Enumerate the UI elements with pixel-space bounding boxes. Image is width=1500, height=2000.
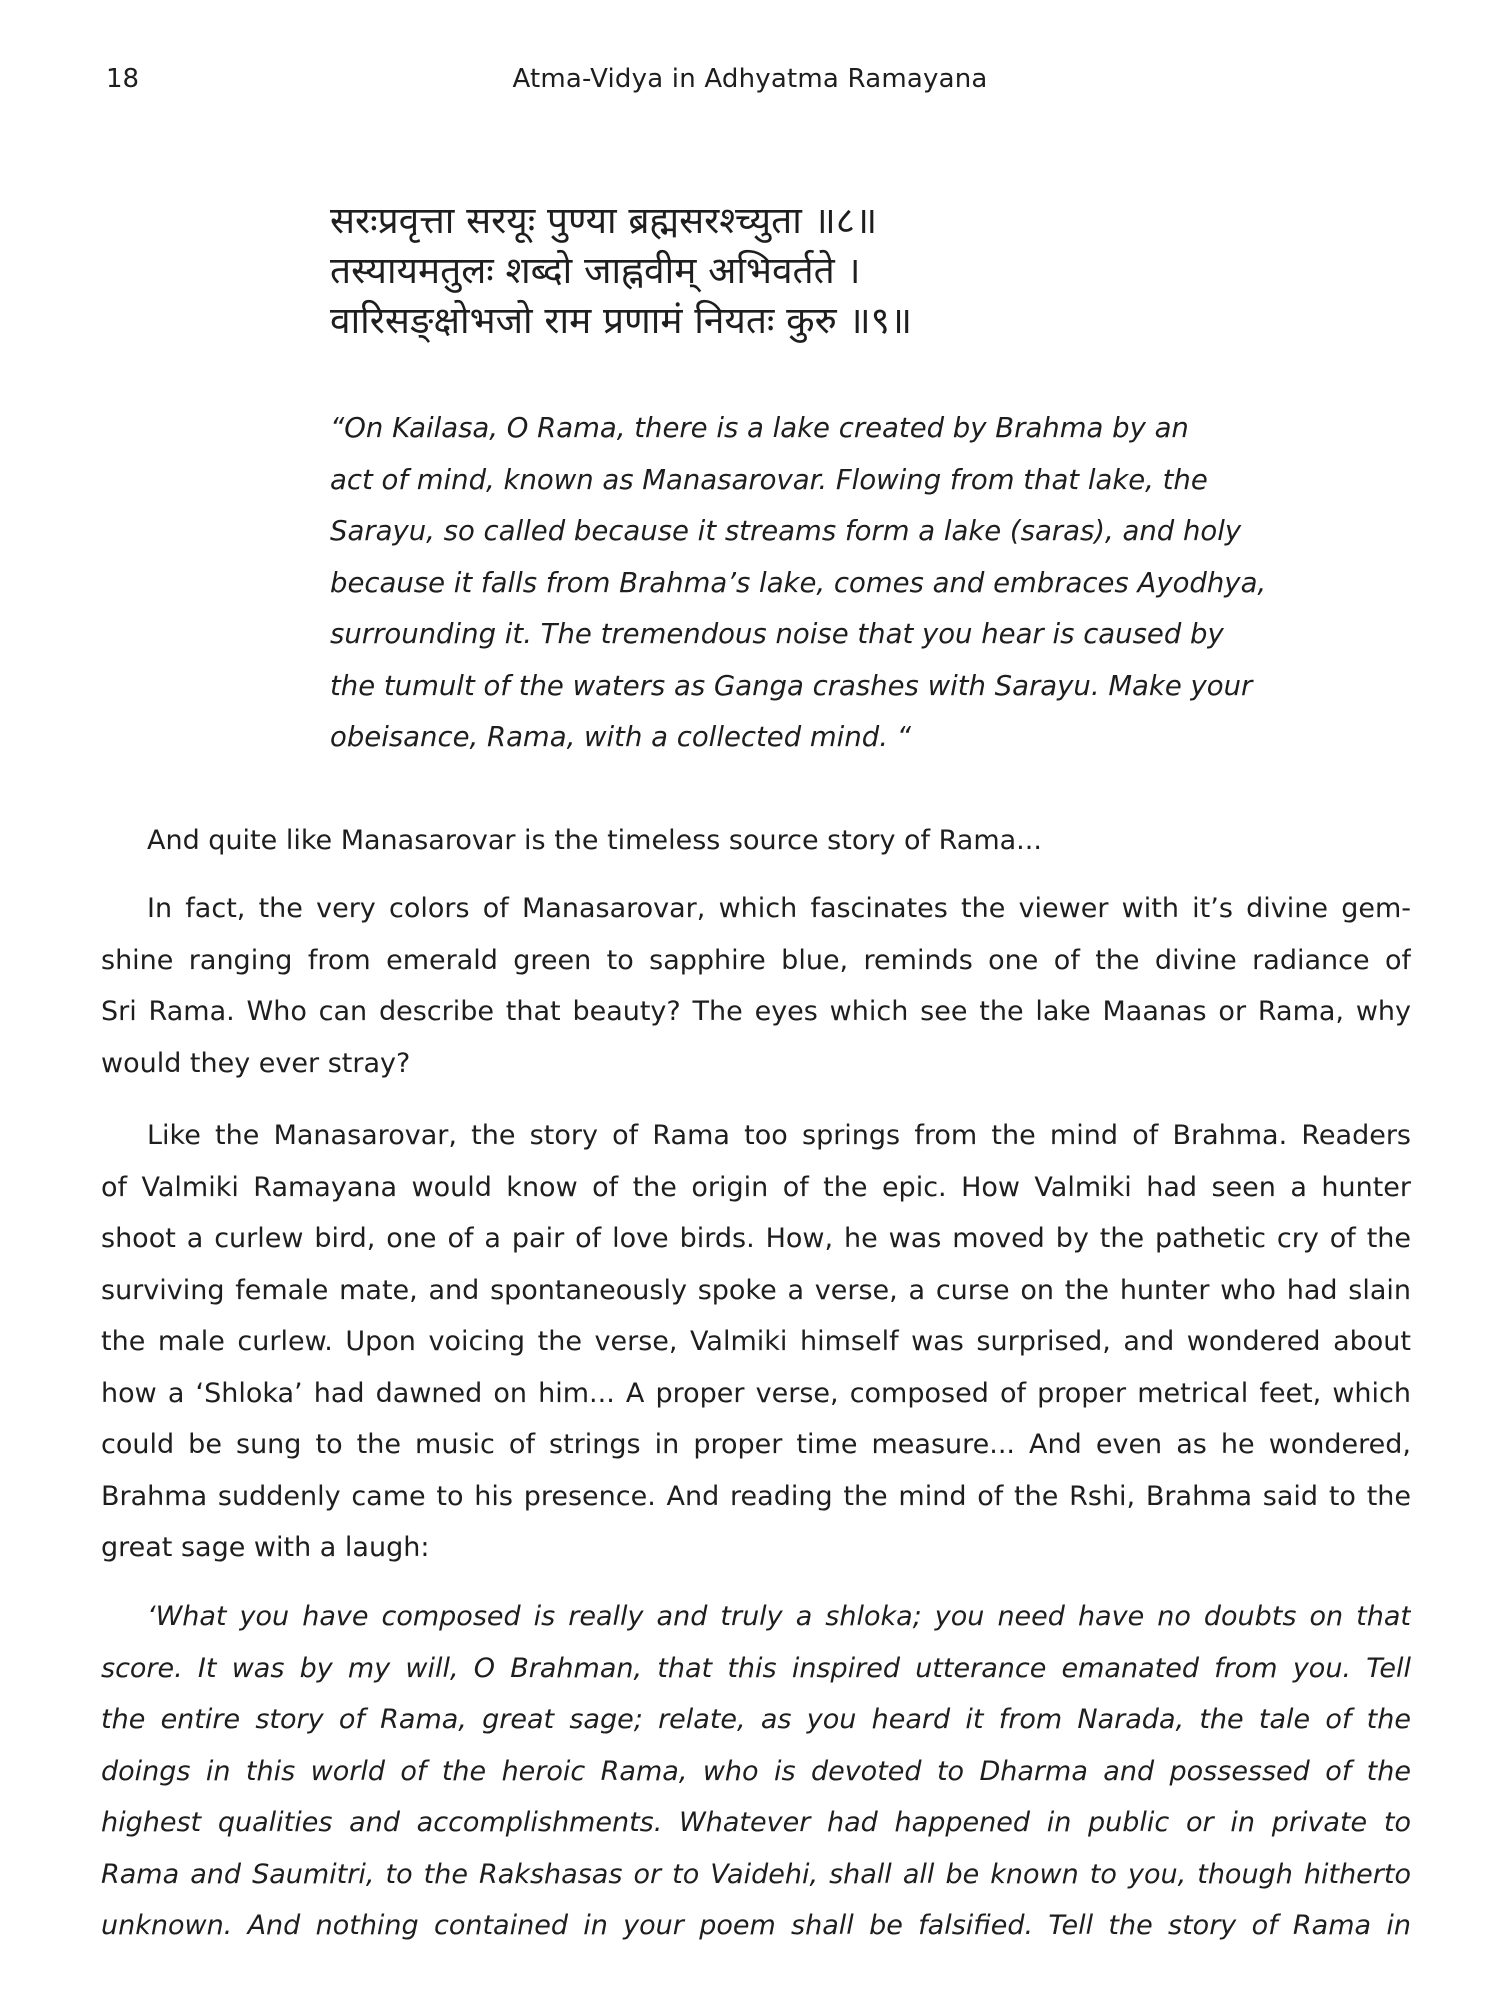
paragraph-line: would they ever stray? (101, 1047, 411, 1079)
page-number: 18 (106, 64, 140, 94)
paragraph-line: Sri Rama. Who can describe that beauty? The eyes which see the lake Maanas or Rama, why (101, 996, 1411, 1027)
paragraph-line: In fact, the very colors of Manasarovar, which fascinates the viewer with it’s divine gem- (147, 893, 1411, 924)
paragraph-line: the entire story of Rama, great sage; relate, as you heard it from Narada, the tale of the (101, 1704, 1411, 1735)
translation-line: obeisance, Rama, with a collected mind. “ (330, 721, 911, 753)
paragraph-line: of Valmiki Ramayana would know of the origin of the epic. How Valmiki had seen a hunter (101, 1171, 1411, 1203)
paragraph-line: highest qualities and accomplishments. Whatever had happened in public or in private to (101, 1807, 1411, 1838)
paragraph-line: doings in this world of the heroic Rama, who is devoted to Dharma and possessed of the (101, 1755, 1411, 1787)
translation-line: Sarayu, so called because it streams form a lake (saras), and holy (330, 515, 1242, 547)
paragraph-line: ‘What you have composed is really and truly a shloka; you need have no doubts on that (147, 1601, 1411, 1632)
translation-line: act of mind, known as Manasarovar. Flowing from that lake, the (330, 463, 1208, 496)
paragraph-valmiki-origin (101, 1110, 1411, 1574)
paragraph-line: could be sung to the music of strings in proper time measure... And even as he wondered, (101, 1429, 1411, 1460)
translation-line: “On Kailasa, O Rama, there is a lake created by Brahma by an (330, 412, 1189, 444)
verse-translation (330, 403, 1330, 764)
verse-line: वारिसङ्क्षोभजो राम प्रणामं नियतः कुरु ॥९॥ (330, 299, 913, 342)
paragraph-line: how a ‘Shloka’ had dawned on him... A proper verse, composed of proper metrical feet, which (101, 1377, 1411, 1409)
paragraph-line: the male curlew. Upon voicing the verse, Valmiki himself was surprised, and wondered about (101, 1326, 1411, 1357)
verse-line: सरःप्रवृत्ता सरयूः पुण्या ब्रह्मसरश्च्युता ॥८॥ (330, 199, 878, 242)
translation-line: the tumult of the waters as Ganga crashes with Sarayu. Make your (330, 669, 1253, 702)
paragraph-brahma-quote (101, 1591, 1411, 1952)
translation-line: surrounding it. The tremendous noise that you hear is caused by (330, 618, 1224, 650)
paragraph-line: great sage with a laugh: (101, 1532, 430, 1563)
paragraph-line: Like the Manasarovar, the story of Rama too springs from the mind of Brahma. Readers (147, 1120, 1411, 1151)
paragraph-manasarovar-source (101, 815, 1411, 867)
paragraph-line: shoot a curlew bird, one of a pair of love birds. How, he was moved by the pathetic cry of the (101, 1223, 1411, 1254)
running-title: Atma-Vidya in Adhyatma Ramayana (512, 64, 988, 94)
paragraph-line: Brahma suddenly came to his presence. And reading the mind of the Rshi, Brahma said to the (101, 1480, 1411, 1512)
translation-line: because it falls from Brahma’s lake, comes and embraces Ayodhya, (330, 566, 1267, 599)
paragraph-line: Rama and Saumitri, to the Rakshasas or to Vaidehi, shall all be known to you, though hitherto (101, 1858, 1411, 1890)
paragraph-colors (101, 883, 1411, 1089)
verse-line: तस्यायमतुलः शब्दो जाह्नवीम् अभिवर्तते । (330, 249, 861, 292)
sanskrit-verse (330, 196, 1330, 346)
paragraph-line: shine ranging from emerald green to sapphire blue, reminds one of the divine radiance of (101, 944, 1411, 976)
paragraph-line: And quite like Manasarovar is the timeless source story of Rama... (147, 825, 1042, 856)
paragraph-line: surviving female mate, and spontaneously spoke a verse, a curse on the hunter who had slain (101, 1274, 1411, 1306)
paragraph-line: score. It was by my will, O Brahman, that this inspired utterance emanated from you. Tell (101, 1652, 1411, 1684)
paragraph-line: unknown. And nothing contained in your poem shall be falsified. Tell the story of Rama in (101, 1910, 1411, 1941)
